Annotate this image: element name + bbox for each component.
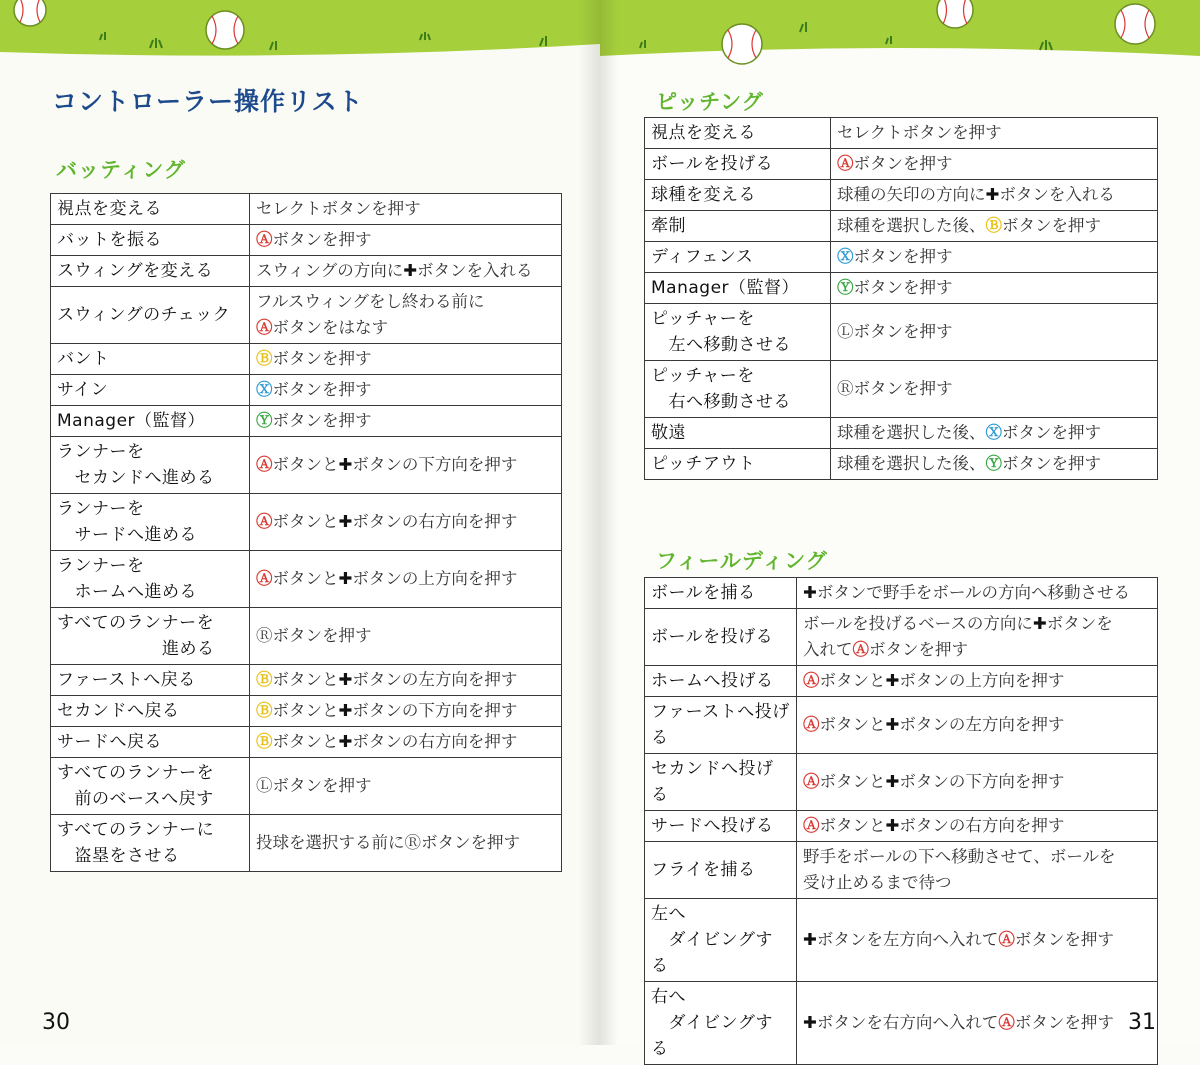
action-cell <box>51 406 250 437</box>
table-row <box>645 418 1158 449</box>
table-row <box>645 697 1158 754</box>
action-cell <box>645 273 831 304</box>
top-banner-left <box>0 0 600 62</box>
action-cell <box>645 449 831 480</box>
control-description: Ⓑボタンを押す <box>256 349 372 368</box>
button-icon: Ⓐ <box>837 154 854 173</box>
button-icon: Ⓐ <box>256 318 273 337</box>
action-label: バットを振る <box>57 230 162 250</box>
control-description: Ⓐボタンと✚ボタンの右方向を押す <box>256 512 518 531</box>
control-description: Ⓑボタンと✚ボタンの右方向を押す <box>256 732 518 751</box>
control-description: Ⓛボタンを押す <box>837 322 953 341</box>
control-description: Ⓐボタンと✚ボタンの左方向を押す <box>803 715 1065 734</box>
button-icon: Ⓑ <box>256 349 273 368</box>
button-icon: Ⓑ <box>256 732 273 751</box>
table-row <box>51 551 562 608</box>
baseball-icon <box>206 11 244 49</box>
button-icon: Ⓐ <box>803 772 820 791</box>
control-description: 投球を選択する前にⓇボタンを押す <box>256 833 520 852</box>
control-cell <box>831 304 1158 361</box>
control-cell <box>250 665 562 696</box>
action-cell <box>645 180 831 211</box>
control-description: Ⓐボタンと✚ボタンの下方向を押す <box>803 772 1065 791</box>
right-page <box>600 0 1200 1059</box>
batting-controls-table <box>50 193 562 872</box>
control-cell <box>250 696 562 727</box>
page-number: 30 <box>42 1010 70 1035</box>
control-description: Ⓑボタンと✚ボタンの下方向を押す <box>256 701 518 720</box>
table-row <box>51 696 562 727</box>
control-cell <box>831 361 1158 418</box>
button-icon: Ⓑ <box>985 216 1002 235</box>
control-cell <box>250 375 562 406</box>
table-row <box>645 449 1158 480</box>
control-cell <box>831 418 1158 449</box>
action-label: サードへ戻る <box>57 732 162 752</box>
table-row <box>51 375 562 406</box>
action-cell <box>51 494 250 551</box>
control-description: 球種を選択した後、Ⓑボタンを押す <box>837 216 1101 235</box>
section-title-fielding: フィールディング <box>656 549 828 573</box>
action-cell <box>645 842 797 899</box>
button-icon: Ⓐ <box>256 230 273 249</box>
control-cell <box>250 344 562 375</box>
action-label: スウィングのチェック <box>57 305 231 325</box>
control-description: Ⓧボタンを押す <box>256 380 372 399</box>
action-cell <box>51 608 250 665</box>
button-icon: Ⓐ <box>803 816 820 835</box>
control-cell <box>797 578 1158 609</box>
control-cell <box>797 609 1158 666</box>
action-cell <box>51 758 250 815</box>
control-cell <box>797 899 1158 982</box>
dpad-icon: ✚ <box>803 583 817 602</box>
dpad-icon: ✚ <box>885 772 900 791</box>
control-description: Ⓡボタンを押す <box>837 379 953 398</box>
fielding-controls-table <box>644 577 1158 1065</box>
dpad-icon: ✚ <box>338 670 353 689</box>
control-cell <box>250 287 562 344</box>
table-row <box>645 211 1158 242</box>
top-banner-right <box>600 0 1200 62</box>
table-row <box>645 242 1158 273</box>
button-icon: Ⓨ <box>256 411 273 430</box>
dpad-icon: ✚ <box>985 185 1000 204</box>
action-label: 敬遠 <box>651 423 686 443</box>
control-cell <box>831 180 1158 211</box>
control-description: Ⓐボタンと✚ボタンの下方向を押す <box>256 455 518 474</box>
control-cell <box>831 118 1158 149</box>
table-row <box>645 361 1158 418</box>
button-icon: Ⓐ <box>998 1013 1015 1032</box>
action-cell <box>51 551 250 608</box>
control-description: セレクトボタンを押す <box>837 123 1002 142</box>
button-icon: Ⓐ <box>803 671 820 690</box>
control-cell <box>250 437 562 494</box>
dpad-icon: ✚ <box>338 512 353 531</box>
action-label: セカンドへ投げる <box>651 759 774 805</box>
control-cell <box>797 811 1158 842</box>
action-cell <box>51 256 250 287</box>
control-description: ボールを投げるベースの方向に✚ボタンを 入れてⒶボタンを押す <box>803 614 1113 659</box>
control-description: 球種を選択した後、Ⓨボタンを押す <box>837 454 1101 473</box>
action-cell <box>645 418 831 449</box>
action-cell <box>51 815 250 872</box>
button-icon: Ⓐ <box>852 640 869 659</box>
control-description: Ⓨボタンを押す <box>256 411 372 430</box>
control-cell <box>831 242 1158 273</box>
control-cell <box>831 449 1158 480</box>
section-title-pitching: ピッチング <box>656 90 764 114</box>
control-description: Ⓧボタンを押す <box>837 247 953 266</box>
baseball-icon <box>937 0 973 28</box>
control-cell <box>831 149 1158 180</box>
action-cell <box>645 982 797 1065</box>
control-cell <box>250 225 562 256</box>
button-icon: Ⓑ <box>256 670 273 689</box>
table-row <box>51 437 562 494</box>
control-cell <box>250 406 562 437</box>
action-label: ボールを捕る <box>651 583 756 603</box>
action-label: ランナーを サードへ進める <box>57 499 197 545</box>
control-cell <box>250 608 562 665</box>
dpad-icon: ✚ <box>803 1013 817 1032</box>
table-row <box>51 494 562 551</box>
control-description: Ⓐボタンと✚ボタンの右方向を押す <box>803 816 1065 835</box>
action-cell <box>645 697 797 754</box>
action-label: ホームへ投げる <box>651 671 774 691</box>
dpad-icon: ✚ <box>803 930 817 949</box>
control-cell <box>250 494 562 551</box>
control-cell <box>250 727 562 758</box>
table-row <box>51 344 562 375</box>
table-row <box>51 225 562 256</box>
action-label: 牽制 <box>651 216 686 236</box>
action-cell <box>51 437 250 494</box>
action-cell <box>645 754 797 811</box>
dpad-icon: ✚ <box>885 671 900 690</box>
button-icon: Ⓑ <box>256 701 273 720</box>
action-cell <box>51 375 250 406</box>
table-row <box>645 842 1158 899</box>
pitching-controls-table <box>644 117 1158 480</box>
control-cell <box>797 982 1158 1065</box>
control-cell <box>250 551 562 608</box>
action-cell <box>645 304 831 361</box>
baseball-icon <box>14 0 46 26</box>
button-icon: Ⓐ <box>256 569 273 588</box>
table-row <box>645 899 1158 982</box>
control-cell <box>797 754 1158 811</box>
action-label: ディフェンス <box>651 247 754 267</box>
table-row <box>51 194 562 225</box>
banner-illustration <box>0 0 600 62</box>
action-label: ボールを投げる <box>651 154 774 174</box>
action-label: ファーストへ戻る <box>57 670 196 690</box>
action-label: 右へ ダイビングする <box>651 987 773 1059</box>
action-cell <box>51 727 250 758</box>
control-cell <box>831 211 1158 242</box>
action-cell <box>645 578 797 609</box>
button-icon: Ⓨ <box>985 454 1002 473</box>
button-icon: Ⓐ <box>256 455 273 474</box>
action-label: 球種を変える <box>651 185 756 205</box>
action-cell <box>645 211 831 242</box>
dpad-icon: ✚ <box>338 701 353 720</box>
table-row <box>645 304 1158 361</box>
control-description: 野手をボールの下へ移動させて、ボールを 受け止めるまで待つ <box>803 847 1116 892</box>
action-label: フライを捕る <box>651 860 756 880</box>
banner-illustration <box>600 0 1200 62</box>
action-cell <box>51 696 250 727</box>
action-label: ランナーを ホームへ進める <box>57 556 197 602</box>
control-description: Ⓐボタンを押す <box>256 230 372 249</box>
dpad-icon: ✚ <box>338 569 353 588</box>
table-row <box>51 287 562 344</box>
control-description: Ⓑボタンと✚ボタンの左方向を押す <box>256 670 518 689</box>
action-cell <box>645 118 831 149</box>
button-icon: Ⓐ <box>803 715 820 734</box>
action-label: バント <box>57 349 110 369</box>
table-row <box>51 608 562 665</box>
action-cell <box>645 361 831 418</box>
table-row <box>51 758 562 815</box>
action-label: ピッチャーを 左へ移動させる <box>651 309 791 355</box>
table-row <box>645 666 1158 697</box>
table-row <box>51 665 562 696</box>
button-icon: Ⓐ <box>998 930 1015 949</box>
dpad-icon: ✚ <box>338 732 353 751</box>
action-cell <box>51 344 250 375</box>
control-description: Ⓛボタンを押す <box>256 776 372 795</box>
control-description: 球種の矢印の方向に✚ボタンを入れる <box>837 185 1115 204</box>
control-description: 球種を選択した後、Ⓧボタンを押す <box>837 423 1101 442</box>
action-label: Manager（監督） <box>57 411 206 431</box>
action-cell <box>645 149 831 180</box>
action-label: ランナーを セカンドへ進める <box>57 442 215 488</box>
action-cell <box>51 665 250 696</box>
table-row <box>51 256 562 287</box>
action-label: すべてのランナーを 進める <box>57 613 215 659</box>
control-description: Ⓐボタンを押す <box>837 154 953 173</box>
action-cell <box>645 811 797 842</box>
control-cell <box>797 697 1158 754</box>
action-label: すべてのランナーに 盗塁をさせる <box>57 820 215 866</box>
control-description: セレクトボタンを押す <box>256 199 421 218</box>
action-label: セカンドへ戻る <box>57 701 180 721</box>
table-row <box>645 811 1158 842</box>
button-icon: Ⓧ <box>985 423 1002 442</box>
action-label: 視点を変える <box>651 123 756 143</box>
baseball-icon <box>722 24 762 64</box>
page-title: コントローラー操作リスト <box>52 87 364 116</box>
action-cell <box>645 242 831 273</box>
control-description: Ⓨボタンを押す <box>837 278 953 297</box>
dpad-icon: ✚ <box>338 455 353 474</box>
control-cell <box>831 273 1158 304</box>
action-cell <box>645 609 797 666</box>
action-label: すべてのランナーを 前のベースへ戻す <box>57 763 215 809</box>
control-description: Ⓐボタンと✚ボタンの上方向を押す <box>256 569 518 588</box>
dpad-icon: ✚ <box>403 261 418 280</box>
action-label: ピッチャーを 右へ移動させる <box>651 366 791 412</box>
action-cell <box>51 194 250 225</box>
action-cell <box>51 287 250 344</box>
control-description: フルスウィングをし終わる前に Ⓐボタンをはなす <box>256 292 485 337</box>
control-cell <box>250 815 562 872</box>
action-label: ファーストへ投げる <box>651 702 790 748</box>
table-row <box>645 609 1158 666</box>
action-cell <box>645 666 797 697</box>
table-row <box>645 754 1158 811</box>
table-row <box>645 273 1158 304</box>
table-row <box>645 982 1158 1065</box>
table-row <box>51 815 562 872</box>
action-label: ピッチアウト <box>651 454 756 474</box>
button-icon: Ⓧ <box>256 380 273 399</box>
action-label: 視点を変える <box>57 199 162 219</box>
control-description: Ⓡボタンを押す <box>256 626 372 645</box>
table-row <box>51 727 562 758</box>
control-description: ✚ボタンを右方向へ入れてⒶボタンを押す <box>803 1013 1114 1032</box>
control-cell <box>250 256 562 287</box>
page-number: 31 <box>1128 1010 1156 1035</box>
action-cell <box>645 899 797 982</box>
action-label: サードへ投げる <box>651 816 774 836</box>
baseball-icon <box>1115 4 1155 44</box>
dpad-icon: ✚ <box>885 715 900 734</box>
action-cell <box>51 225 250 256</box>
control-cell <box>797 666 1158 697</box>
action-label: ボールを投げる <box>651 627 774 647</box>
control-description: Ⓐボタンと✚ボタンの上方向を押す <box>803 671 1065 690</box>
table-row <box>645 149 1158 180</box>
table-row <box>51 406 562 437</box>
section-title-batting: バッティング <box>56 158 186 182</box>
action-label: サイン <box>57 380 109 400</box>
button-icon: Ⓨ <box>837 278 854 297</box>
table-row <box>645 118 1158 149</box>
action-label: スウィングを変える <box>57 261 214 281</box>
table-row <box>645 180 1158 211</box>
control-cell <box>250 194 562 225</box>
action-label: 左へ ダイビングする <box>651 904 773 976</box>
control-description: スウィングの方向に✚ボタンを入れる <box>256 261 533 280</box>
dpad-icon: ✚ <box>885 816 900 835</box>
control-description: ✚ボタンで野手をボールの方向へ移動させる <box>803 583 1130 602</box>
control-description: ✚ボタンを左方向へ入れてⒶボタンを押す <box>803 930 1114 949</box>
table-row <box>645 578 1158 609</box>
dpad-icon: ✚ <box>1032 614 1047 633</box>
control-cell <box>250 758 562 815</box>
left-page <box>0 0 600 1045</box>
action-label: Manager（監督） <box>651 278 800 298</box>
button-icon: Ⓧ <box>837 247 854 266</box>
control-cell <box>797 842 1158 899</box>
button-icon: Ⓐ <box>256 512 273 531</box>
